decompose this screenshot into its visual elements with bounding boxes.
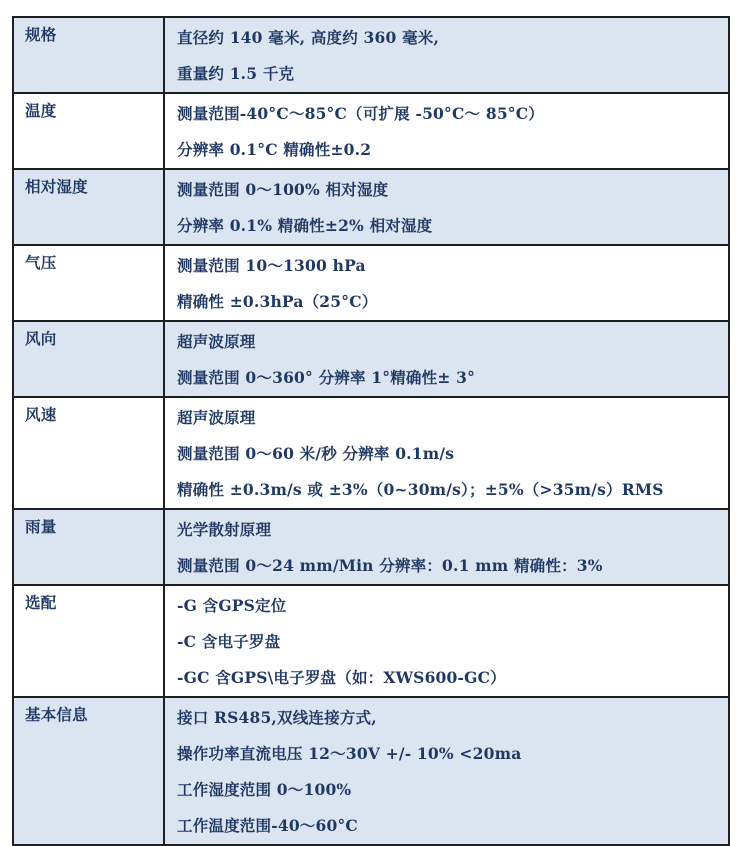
value-line: 工作湿度范围 0～100%	[177, 780, 352, 799]
row-label	[13, 93, 164, 169]
spec-table-body	[13, 17, 729, 845]
value-line: 精确性 ±0.3m/s 或 ±3%（0~30m/s）；±5%（>35m/s）RMS	[177, 480, 664, 499]
spec-row-basic-info	[13, 697, 729, 845]
value-line: 工作温度范围-40～60°C	[177, 816, 358, 835]
row-value	[164, 245, 729, 321]
value-line: -C 含电子罗盘	[177, 632, 281, 651]
value-line: 测量范围 0～360° 分辨率 1°精确性± 3°	[177, 368, 476, 387]
value-line: -G 含GPS定位	[177, 596, 287, 615]
row-value	[164, 585, 729, 697]
value-line: 测量范围 0～24 mm/Min 分辨率：0.1 mm 精确性：3%	[177, 556, 603, 575]
value-line: 光学散射原理	[177, 520, 272, 539]
value-line: 测量范围 0～60 米/秒 分辨率 0.1m/s	[177, 444, 455, 463]
row-label-text: 雨量	[25, 517, 57, 536]
value-line: 接口 RS485,双线连接方式,	[177, 708, 377, 727]
row-label	[13, 509, 164, 585]
row-label	[13, 697, 164, 845]
row-label	[13, 169, 164, 245]
row-label	[13, 397, 164, 509]
row-label	[13, 245, 164, 321]
row-value	[164, 321, 729, 397]
spec-row-pressure	[13, 245, 729, 321]
row-label-text: 相对湿度	[25, 177, 88, 196]
value-line: 分辨率 0.1°C 精确性±0.2	[177, 140, 372, 159]
spec-row-wind-direction	[13, 321, 729, 397]
value-line: 操作功率直流电压 12～30V +/- 10% <20ma	[177, 744, 522, 763]
spec-row-size	[13, 17, 729, 93]
spec-row-humidity	[13, 169, 729, 245]
value-line: 超声波原理	[177, 332, 256, 351]
row-label-text: 选配	[25, 593, 57, 612]
row-label-text: 规格	[25, 25, 57, 44]
row-label	[13, 585, 164, 697]
row-value	[164, 93, 729, 169]
value-line: 精确性 ±0.3hPa（25°C）	[177, 292, 378, 311]
value-line: -GC 含GPS\电子罗盘（如：XWS600-GC）	[177, 668, 506, 687]
row-value	[164, 509, 729, 585]
value-line: 测量范围-40°C～85°C（可扩展 -50°C～ 85°C）	[177, 104, 544, 123]
spec-row-temperature	[13, 93, 729, 169]
value-line: 超声波原理	[177, 408, 256, 427]
row-value	[164, 169, 729, 245]
value-line: 重量约 1.5 千克	[177, 64, 295, 83]
row-label-text: 风向	[25, 329, 57, 348]
row-label	[13, 321, 164, 397]
spec-row-rainfall	[13, 509, 729, 585]
row-value	[164, 17, 729, 93]
spec-table	[12, 16, 730, 846]
value-line: 直径约 140 毫米, 高度约 360 毫米,	[177, 28, 440, 47]
spec-table-container	[12, 16, 730, 846]
row-label-text: 温度	[25, 101, 57, 120]
spec-row-wind-speed	[13, 397, 729, 509]
row-label	[13, 17, 164, 93]
row-value	[164, 397, 729, 509]
row-label-text: 风速	[25, 405, 57, 424]
value-line: 测量范围 0～100% 相对湿度	[177, 180, 389, 199]
spec-row-options	[13, 585, 729, 697]
row-label-text: 基本信息	[25, 705, 88, 724]
row-value	[164, 697, 729, 845]
row-label-text: 气压	[25, 253, 57, 272]
value-line: 分辨率 0.1% 精确性±2% 相对湿度	[177, 216, 433, 235]
value-line: 测量范围 10～1300 hPa	[177, 256, 366, 275]
